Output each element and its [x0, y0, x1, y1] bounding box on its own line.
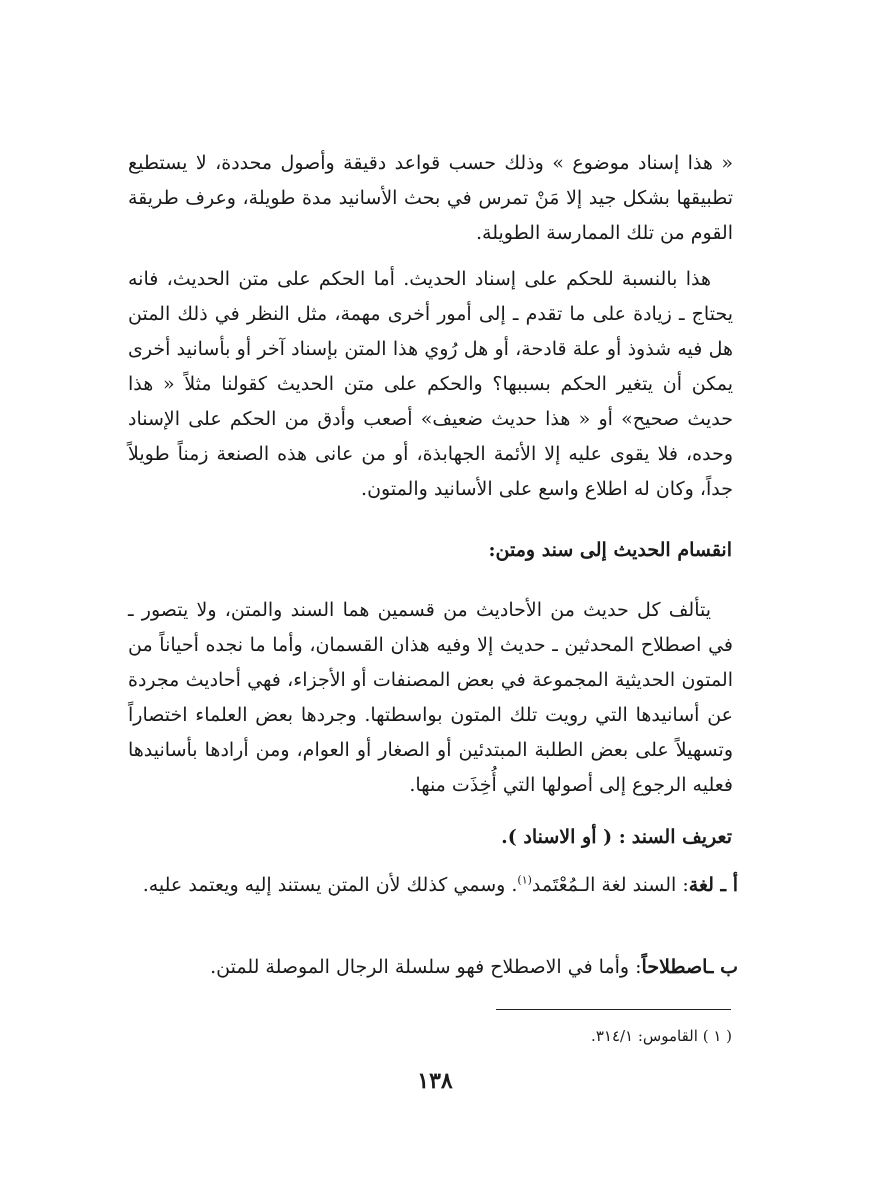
paragraph-matn-ruling-text: هذا بالنسبة للحكم على إسناد الحديث. أما الحكم على متن الحديث، فانه يحتاج ـ زيادة على ما تقدم ـ إلى أمور أخرى مهمة، مثل النظر في ذلك المتن هل فيه شذوذ أو علة قادحة، أو هل رُوي هذا المتن بإسناد آخر أو بأسانيد أخرى يمكن أن يتغير الحكم بسببها؟ والحكم على متن الحديث كقولنا مثلاً « هذا حديث صحيح» أو « هذا حديث ضعيف» أصعب وأدق من الحكم على الإسناد وحده، فلا يقوى عليه إلا الأئمة الجهابذة، أو من عانى هذه الصنعة زمناً طويلاً جداً، وكان له اطلاع واسع على الأسانيد والمتون. [128, 268, 733, 500]
definition-b-text: : وأما في الاصطلاح فهو سلسلة الرجال الموصلة للمتن. [210, 956, 642, 978]
definition-linguistic [128, 868, 738, 903]
paragraph-intro-continuation: « هذا إسناد موضوع » وذلك حسب قواعد دقيقة وأصول محددة، لا يستطيع تطبيقها بشكل جيد إلا مَنْ تمرس في بحث الأسانيد مدة طويلة، وعرف طريقة القوم من تلك الممارسة الطويلة. [128, 152, 733, 244]
paragraph-matn-ruling [128, 262, 733, 507]
footnote-divider [496, 1009, 731, 1010]
definition-a-text-part1: : السند لغة الـمُعْتَمد [531, 874, 689, 896]
footnote: ( ١ ) القاموس: ٣١٤/١. [591, 1027, 732, 1045]
paragraph-sanad-matn-text: يتألف كل حديث من الأحاديث من قسمين هما السند والمتن، ولا يتصور ـ في اصطلاح المحدثين ـ حديث إلا وفيه هذان القسمان، وأما ما نجده أحياناً من المتون الحديثية المجموعة في بعض المصنفات أو الأجزاء، فهي أحاديث مجردة عن أسانيدها التي رويت تلك المتون بواسطتها. وجردها بعض العلماء اختصاراً وتسهيلاً على بعض الطلبة المبتدئين أو الصغار أو العوام، ومن أرادها بأسانيدها فعليه الرجوع إلى أصولها التي أُخِذَت منها. [128, 599, 733, 796]
heading-term: تعريف السند [631, 826, 732, 848]
footnote-reference[interactable]: (١) [517, 873, 532, 887]
definition-technical [128, 950, 738, 985]
definition-b-label: ب ـاصطلاحاً [641, 956, 738, 978]
heading-term-suffix: : ( أو الاسناد ). [501, 826, 626, 848]
section-heading-division: انقسام الحديث إلى سند ومتن: [488, 539, 732, 561]
section-heading-sanad-definition [132, 820, 732, 855]
paragraph-sanad-matn [128, 593, 733, 803]
definition-a-label: أ ـ لغة [688, 874, 738, 896]
definition-a-text-part2: . وسمي كذلك لأن المتن يستند إليه ويعتمد عليه. [142, 874, 518, 896]
page-number: ١٣٨ [417, 1068, 453, 1094]
